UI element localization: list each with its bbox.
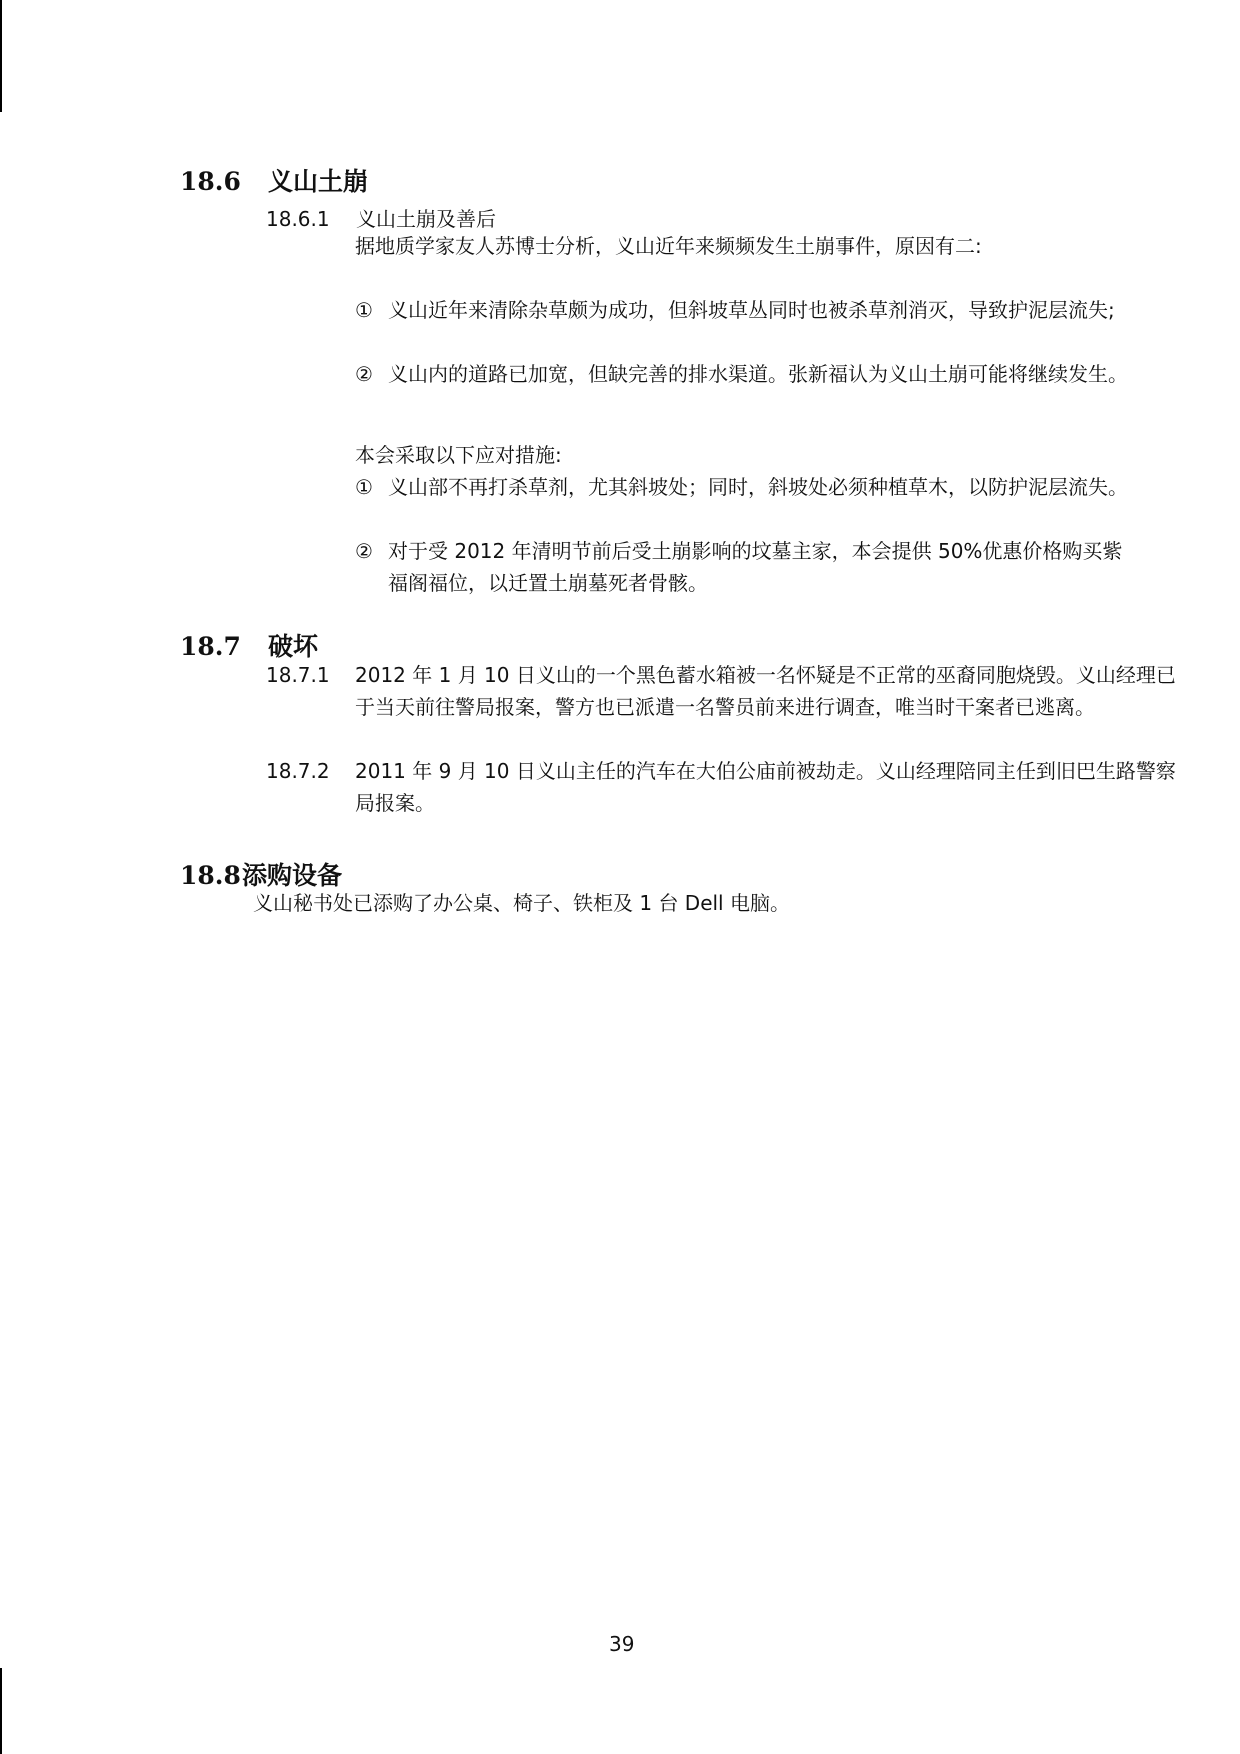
measure-text: 对于受 2012 年清明节前后受土崩影响的坟墓主家，本会提供 50%优惠价格购买紫福阁福位，以迁置土崩墓死者骨骸。 — [388, 539, 1123, 595]
circled-number-1: ① — [355, 298, 373, 322]
page-number: 39 — [609, 1632, 635, 1656]
circled-number-1: ① — [355, 475, 373, 499]
measure-text: 义山部不再打杀草剂，尤其斜坡处；同时，斜坡处必须种植草木，以防护泥层流失。 — [388, 475, 1128, 499]
item-18-7-1 — [266, 659, 1189, 723]
section-number: 18.8 — [180, 861, 241, 890]
measures-intro: 本会采取以下应对措施: — [355, 443, 562, 467]
cause-item-1 — [355, 294, 1133, 326]
analysis-paragraph: 据地质学家友人苏博士分析，义山近年来频频发生土崩事件，原因有二: — [355, 234, 982, 258]
section-heading-18-7 — [180, 627, 318, 663]
equipment-paragraph: 义山秘书处已添购了办公桌、椅子、铁柜及 1 台 Dell 电脑。 — [253, 891, 790, 915]
item-18-7-2 — [266, 755, 1189, 819]
item-text: 2011 年 9 月 10 日义山主任的汽车在大伯公庙前被劫走。义山经理陪同主任到旧巴生路警察局报案。 — [355, 759, 1176, 815]
item-number: 18.7.1 — [266, 663, 330, 687]
item-text: 2012 年 1 月 10 日义山的一个黑色蓄水箱被一名怀疑是不正常的巫裔同胞烧毁。义山经理已于当天前往警局报案，警方也已派遣一名警员前来进行调查，唯当时干案者已逃离。 — [355, 663, 1176, 719]
circled-number-2: ② — [355, 539, 373, 563]
section-title: 义山土崩 — [268, 167, 369, 196]
subsection-number: 18.6.1 — [266, 207, 330, 231]
section-number: 18.7 — [180, 632, 241, 661]
circled-number-2: ② — [355, 362, 373, 386]
cause-text: 义山内的道路已加宽，但缺完善的排水渠道。张新福认为义山土崩可能将继续发生。 — [388, 362, 1128, 386]
cause-text: 义山近年来清除杂草颇为成功，但斜坡草丛同时也被杀草剂消灭，导致护泥层流失; — [388, 298, 1115, 322]
section-number: 18.6 — [180, 167, 241, 196]
measure-item-2 — [355, 535, 1133, 599]
section-title: 破坏 — [268, 632, 319, 661]
section-title: 添购设备 — [242, 861, 343, 890]
measure-item-1 — [355, 471, 1133, 503]
subsection-heading-18-6-1 — [266, 203, 496, 232]
item-number: 18.7.2 — [266, 759, 330, 783]
subsection-title: 义山土崩及善后 — [356, 207, 496, 231]
section-heading-18-6 — [180, 162, 368, 198]
cause-item-2 — [355, 358, 1133, 390]
